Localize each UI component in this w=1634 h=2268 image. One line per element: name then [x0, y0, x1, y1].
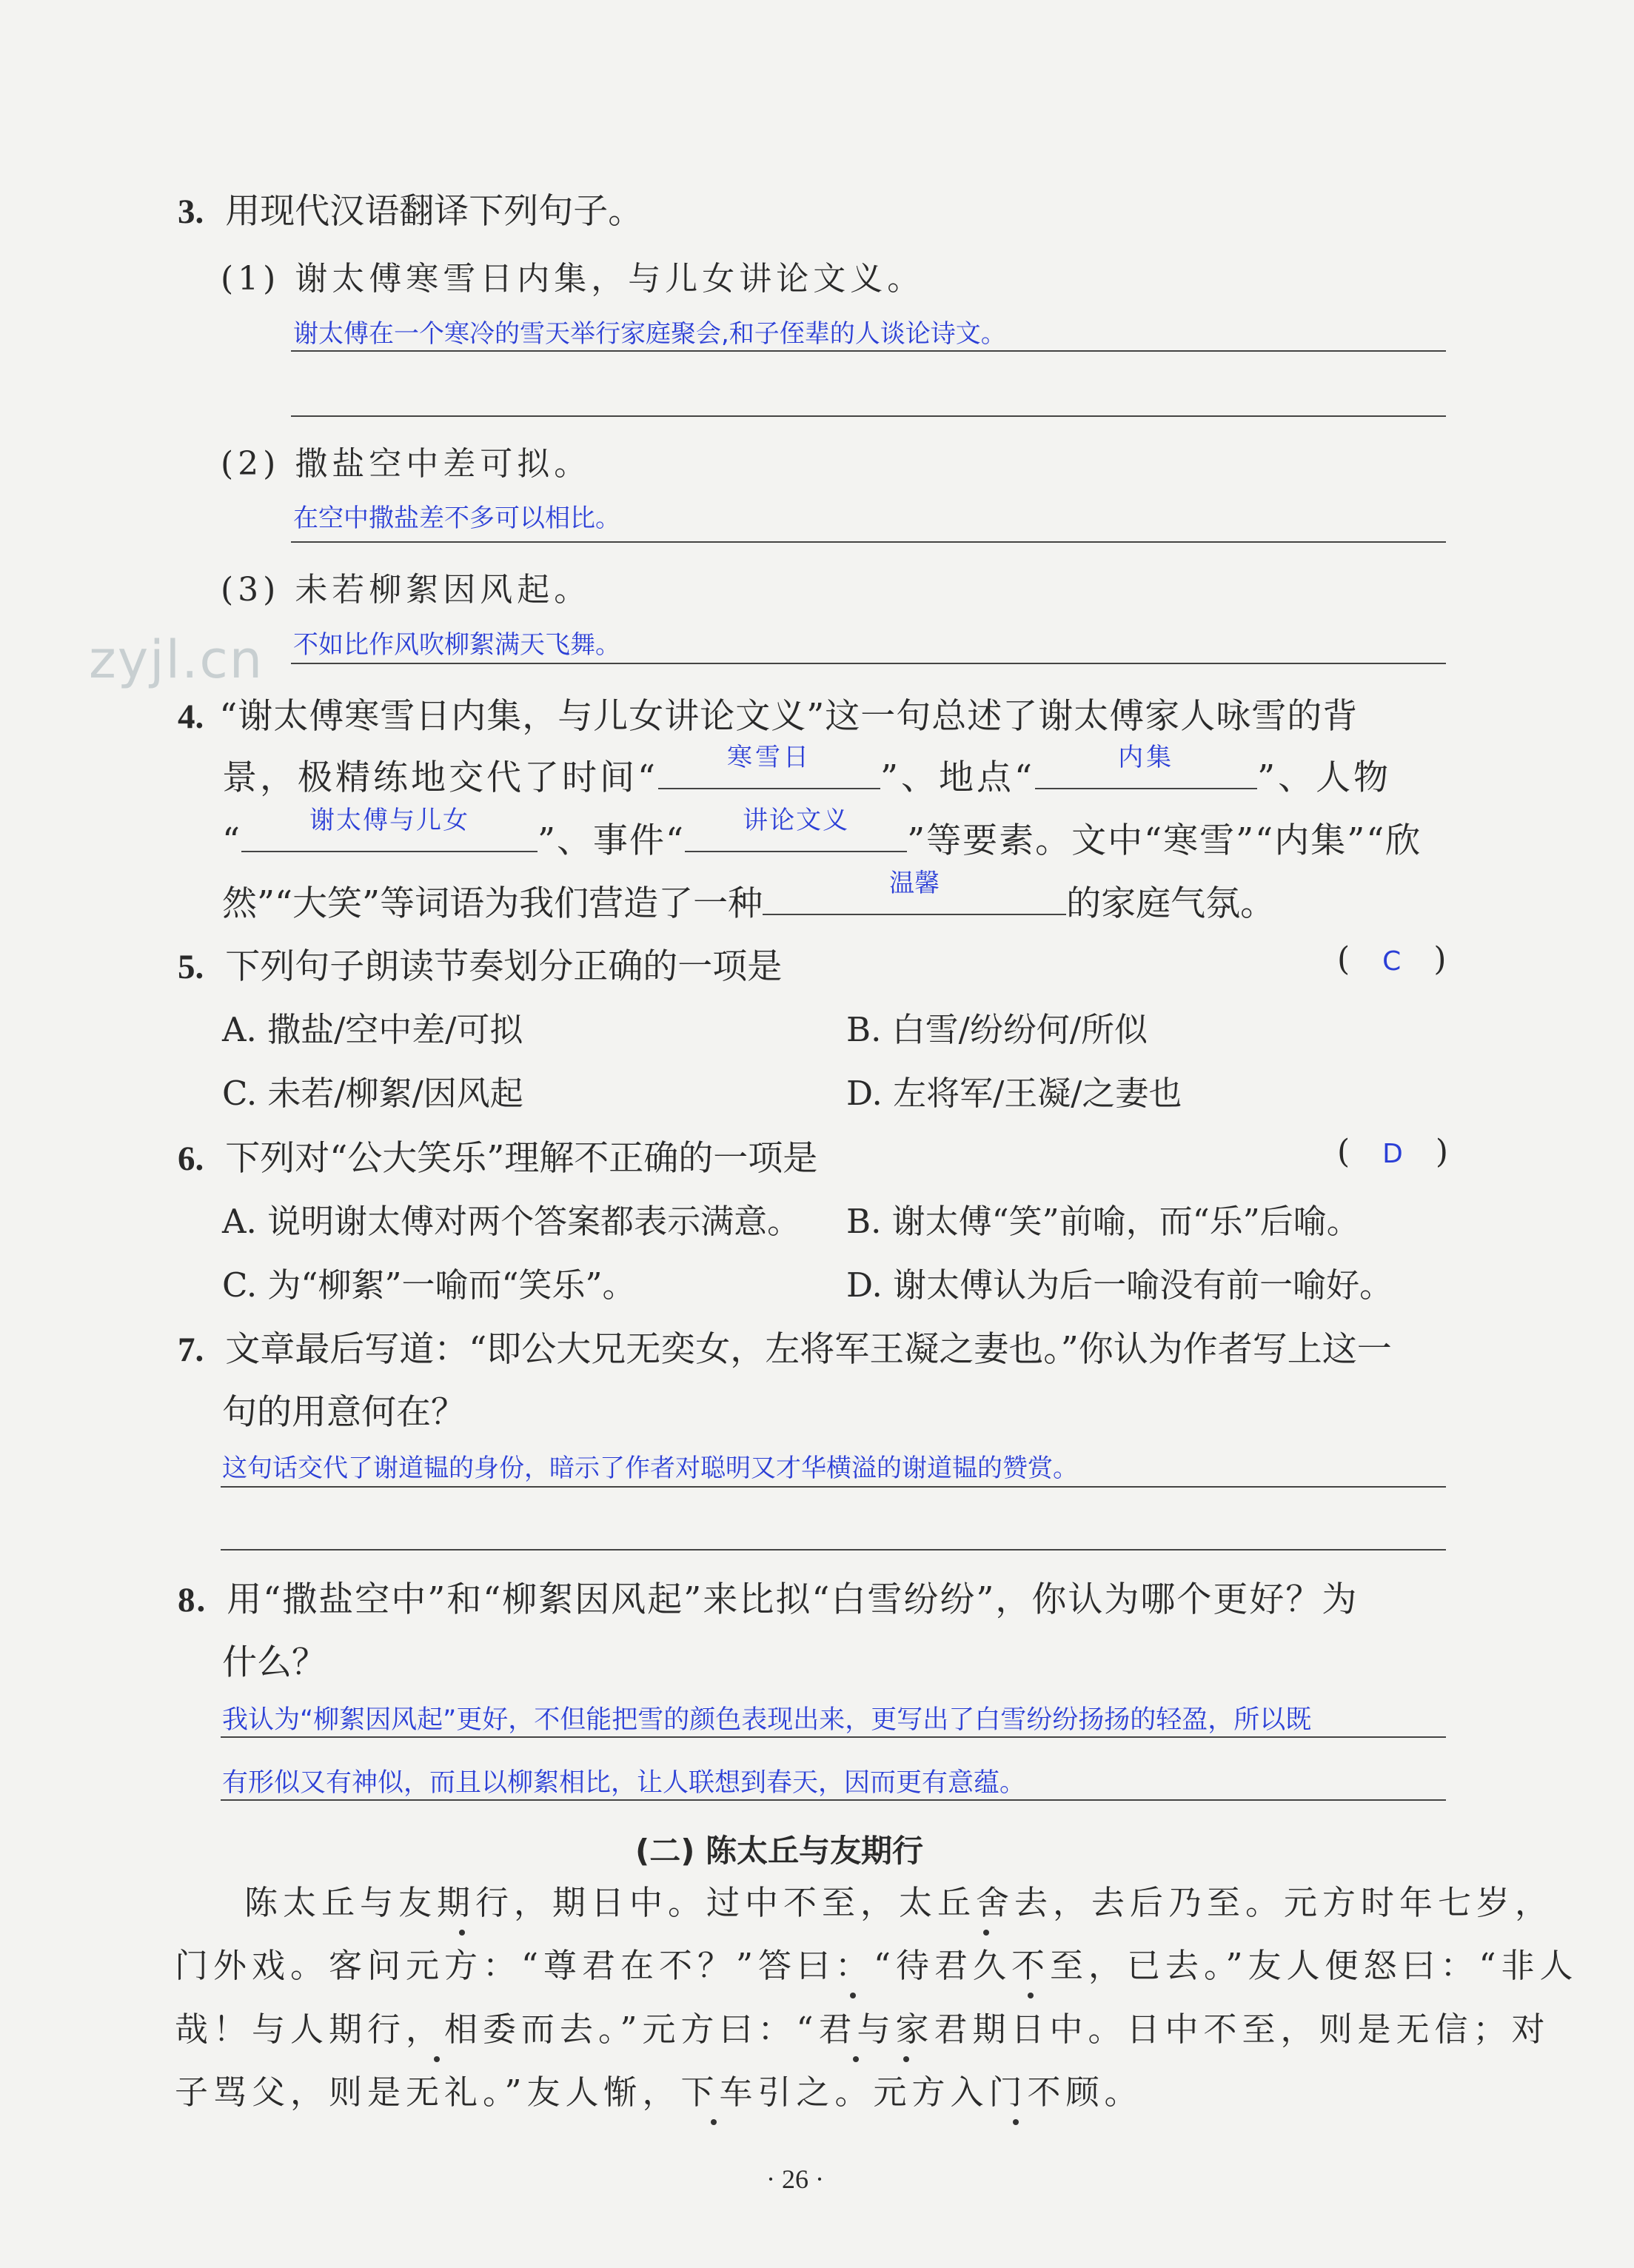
- passage-line-2: 门外戏。客问元方：“尊君在不？”答曰：“待君久不至，已去。”友人便怒曰：“非人: [175, 1946, 1578, 1985]
- text: ”、地点“: [880, 757, 1036, 798]
- question-number: 5.: [178, 948, 204, 986]
- blank-answer: 谢太傅与儿女: [309, 806, 470, 835]
- q5-option-d: D. 左将军/王凝/之妻也: [846, 1074, 1182, 1113]
- q3-item-3-label: (3) 未若柳絮因风起。: [221, 571, 592, 609]
- answer-line: [291, 350, 1446, 352]
- text: ”、事件“: [538, 820, 686, 861]
- question-text: 用“撒盐空中”和“柳絮因风起”来比拟“白雪纷纷”，你认为哪个更好？为: [227, 1579, 1359, 1620]
- emphasis-dot: [983, 1930, 989, 1936]
- question-8-line-2: 什么？: [222, 1642, 327, 1683]
- paren: (: [1337, 940, 1350, 978]
- q8-answer-line-1: 我认为“柳絮因风起”更好，不但能把雪的颜色表现出来，更写出了白雪纷纷扬扬的轻盈，所以既: [222, 1705, 1312, 1735]
- q5-option-a: A. 撒盐/空中差/可拟: [222, 1010, 523, 1049]
- answer-line: [221, 1549, 1446, 1551]
- answer-line: [221, 1736, 1446, 1738]
- blank-time: [658, 743, 880, 789]
- passage-title: (二) 陈太丘与友期行: [635, 1833, 924, 1869]
- emphasis-dot: [459, 1930, 465, 1936]
- question-5: [178, 939, 782, 989]
- emphasis-dot: [853, 2056, 859, 2062]
- text: ”、人物: [1257, 757, 1392, 798]
- question-number: 6.: [178, 1140, 204, 1178]
- question-number: 3.: [178, 193, 204, 231]
- blank-answer: 寒雪日: [727, 743, 812, 772]
- question-7-line-2: 句的用意何在？: [222, 1392, 466, 1433]
- answer-line: [221, 1799, 1446, 1801]
- question-text: 用现代汉语翻译下列句子。: [225, 191, 643, 232]
- q8-answer-line-2: 有形似又有神似，而且以柳絮相比，让人联想到春天，因而更有意蕴。: [222, 1768, 1026, 1798]
- question-4-line-4: [222, 869, 1276, 926]
- q6-option-a: A. 说明谢太傅对两个答案都表示满意。: [222, 1202, 801, 1241]
- answer-line: [221, 1486, 1446, 1488]
- emphasis-dot: [903, 2056, 909, 2062]
- passage-line-3: 哉！与人期行，相委而去。”元方曰：“君与家君期日中。日中不至，则是无信；对: [175, 2010, 1550, 2049]
- text: 景，极精练地交代了时间“: [222, 757, 659, 798]
- watermark: zyjl.cn: [89, 629, 264, 690]
- question-number: 4.: [178, 698, 204, 736]
- q5-answer: C: [1382, 946, 1402, 977]
- q7-answer: 这句话交代了谢道韫的身份，暗示了作者对聪明又才华横溢的谢道韫的赞赏。: [222, 1454, 1078, 1483]
- question-8-line-1: [178, 1572, 1358, 1622]
- question-4-line-2: [222, 743, 1392, 800]
- question-text: 文章最后写道：“即公大兄无奕女，左将军王凝之妻也。”你认为作者写上这一: [225, 1329, 1392, 1370]
- answer-line: [291, 663, 1446, 664]
- q6-answer-box: [1337, 1133, 1448, 1171]
- blank-people: [241, 806, 538, 852]
- q6-option-d: D. 谢太傅认为后一喻没有前一喻好。: [846, 1265, 1393, 1305]
- text: “: [222, 820, 242, 861]
- paren: ): [1433, 940, 1447, 978]
- q5-option-b: B. 白雪/纷纷何/所似: [846, 1010, 1148, 1049]
- question-number: 8.: [178, 1581, 207, 1619]
- paren: ): [1435, 1133, 1449, 1171]
- emphasis-dot: [1013, 2119, 1019, 2125]
- q3-item-1-label: (1) 谢太傅寒雪日内集，与儿女讲论文义。: [221, 260, 925, 298]
- text: 的家庭气氛。: [1066, 883, 1276, 924]
- emphasis-dot: [711, 2119, 717, 2125]
- blank-answer: 讲论文义: [743, 806, 850, 835]
- q3-item-2-answer: 在空中撒盐差不多可以相比。: [293, 504, 620, 533]
- blank-answer: 温馨: [889, 869, 940, 898]
- question-number: 7.: [178, 1331, 204, 1369]
- q6-option-b: B. 谢太傅“笑”前喻，而“乐”后喻。: [846, 1202, 1360, 1241]
- emphasis-dot: [850, 1993, 856, 1998]
- text: 然”“大笑”等词语为我们营造了一种: [222, 883, 763, 924]
- question-3: [178, 184, 643, 233]
- q3-item-1-answer: 谢太傅在一个寒冷的雪天举行家庭聚会,和子侄辈的人谈论诗文。: [293, 319, 1006, 349]
- question-text: 下列句子朗读节奏划分正确的一项是: [225, 946, 783, 987]
- page-number: · 26 ·: [766, 2164, 824, 2194]
- question-7-line-1: [178, 1322, 1392, 1371]
- question-4-line-3: [222, 806, 1422, 863]
- q6-answer: D: [1382, 1139, 1403, 1169]
- question-6: [178, 1131, 817, 1180]
- emphasis-dot: [434, 2056, 440, 2062]
- blank-answer: 内集: [1118, 743, 1175, 772]
- q5-option-c: C. 未若/柳絮/因风起: [222, 1074, 523, 1113]
- answer-line: [291, 541, 1446, 543]
- blank-place: [1035, 743, 1257, 789]
- passage-line-4: 子骂父，则是无礼。”友人惭，下车引之。元方入门不顾。: [175, 2073, 1143, 2112]
- q6-option-c: C. 为“柳絮”一喻而“笑乐”。: [222, 1265, 636, 1305]
- question-text: 下列对“公大笑乐”理解不正确的一项是: [225, 1138, 818, 1179]
- answer-line: [291, 415, 1446, 417]
- question-4-line-1: [178, 689, 1358, 738]
- text: ”等要素。文中“寒雪”“内集”“欣: [907, 820, 1422, 861]
- q3-item-2-label: (2) 撒盐空中差可拟。: [221, 445, 592, 483]
- question-text: “谢太傅寒雪日内集，与儿女讲论文义”这一句总述了谢太傅家人咏雪的背: [219, 696, 1359, 737]
- q5-answer-box: [1337, 940, 1446, 978]
- emphasis-dot: [1028, 1993, 1034, 1998]
- q3-item-3-answer: 不如比作风吹柳絮满天飞舞。: [293, 630, 620, 660]
- paren: (: [1337, 1133, 1350, 1171]
- blank-event: [685, 806, 907, 852]
- passage-line-1: 陈太丘与友期行，期日中。过中不至，太丘舍去，去后乃至。元方时年七岁，: [244, 1883, 1554, 1922]
- blank-mood: [763, 869, 1066, 915]
